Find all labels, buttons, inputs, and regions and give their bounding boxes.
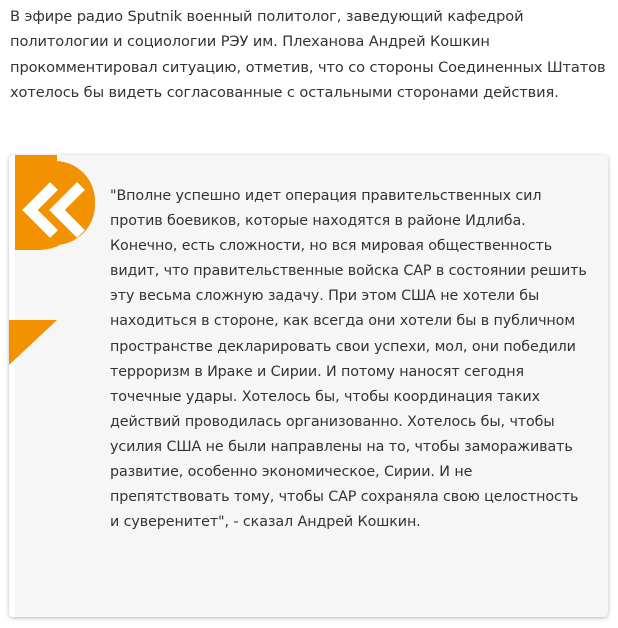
quote-marks-icon (9, 155, 101, 617)
intro-paragraph: В эфире радио Sputnik военный политолог, заведующий кафедрой политологии и социологии РЭУ им. Плеханова Андрей Кошкин прокомментировал ситуацию, отметив, что со стороны Соединенных Штатов хотелось бы видеть согласованные с остальными сторонами действия. (10, 8, 606, 101)
quote-block (9, 155, 608, 617)
quote-text: "Вполне успешно идет операция правительственных сил против боевиков, которые находятся в районе Идлиба. Конечно, есть сложности, но вся мировая общественность видит, что правительственные войска САР в состоянии решить эту весьма сложную задачу. При этом США не хотели бы находиться в стороне, как всегда они хотели бы в публичном пространстве декларировать свои успехи, мол, они победили терроризм в Ираке и Сирии. И потому наносят сегодня точечные удары. Хотелось бы, чтобы координация таких действий проводилась организованно. Хотелось бы, чтобы усилия США не были направлены на то, чтобы замораживать развитие, особенно экономическое, Сирии. И не препятствовать тому, чтобы САР сохраняла свою целостность и суверенитет", - сказал Андрей Кошкин. (110, 188, 587, 531)
